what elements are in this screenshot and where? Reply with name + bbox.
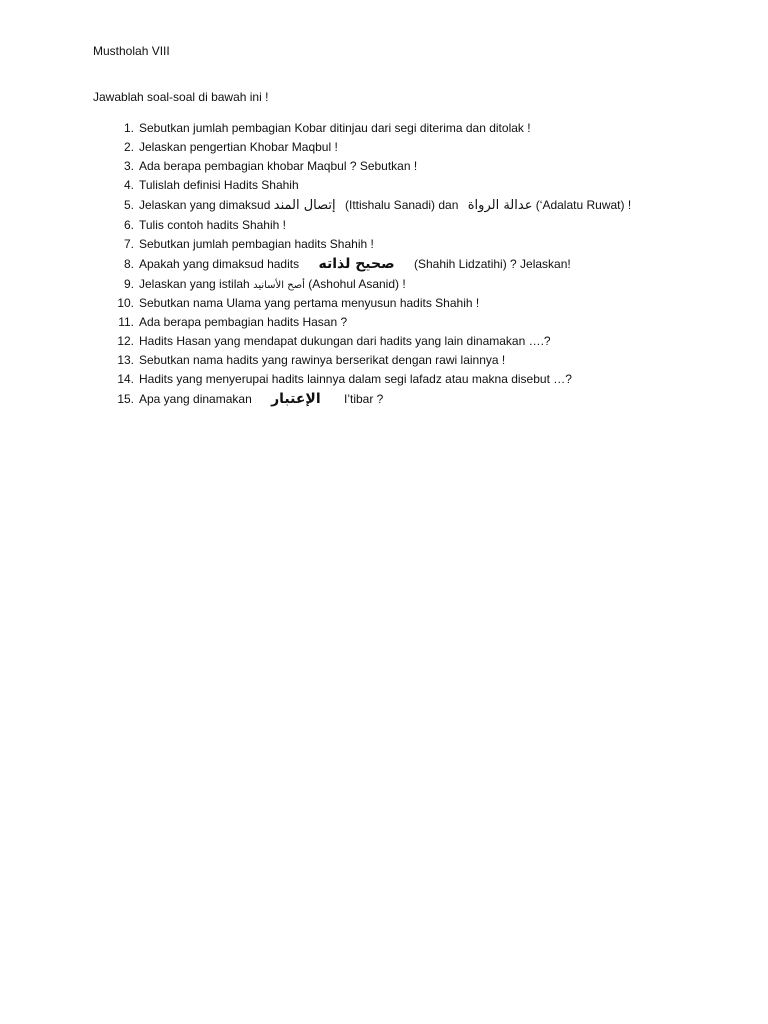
question-number: 8. [123,257,134,271]
question-text: Ada berapa pembagian hadits Hasan ? [139,315,348,329]
question-list [108,119,728,410]
question-number: 3. [123,159,134,173]
question-number: 15. [117,392,134,406]
question-number: 1. [123,121,134,135]
question-text: Jelaskan pengertian Khobar Maqbul ! [139,140,338,154]
question-item-4 [108,176,728,195]
question-text: Hadits yang menyerupai hadits lainnya dalam segi lafadz atau makna disebut …? [139,372,572,386]
question-number: 4. [123,178,134,192]
question-number: 13. [117,353,134,367]
question-text: Ada berapa pembagian khobar Maqbul ? Sebutkan ! [139,159,418,173]
question-item-2 [108,138,728,157]
question-item-7 [108,235,728,254]
question-text-before: Apakah yang dimaksud hadits [139,257,300,271]
question-text: Sebutkan jumlah pembagian Kobar ditinjau dari segi diterima dan ditolak ! [139,121,531,135]
question-text-before: Jelaskan yang dimaksud [139,198,271,212]
arabic-term-itibar: الإعتبار [271,391,321,407]
question-text-after: I’tibar ? [343,392,384,406]
question-number: 5. [123,198,134,212]
question-item-8 [108,254,728,275]
question-item-15 [108,389,728,410]
arabic-term-adalatu-ruwat: عدالة الرواة [467,198,533,213]
question-text [139,389,383,410]
question-text-after: (‘Adalatu Ruwat) ! [535,198,632,212]
question-text-before: Apa yang dinamakan [139,392,252,406]
question-item-6 [108,216,728,235]
instruction-text: Jawablah soal-soal di bawah ini ! [93,90,269,104]
arabic-term-ashohul-asanid: أصح الأسانيد [253,280,305,291]
question-item-9 [108,275,728,294]
question-number: 2. [123,140,134,154]
question-number: 14. [117,372,134,386]
question-number: 11. [118,315,134,329]
question-text: Tulislah definisi Hadits Shahih [139,178,299,192]
question-text: Sebutkan nama hadits yang rawinya berserikat dengan rawi lainnya ! [139,353,506,367]
question-item-3 [108,157,728,176]
question-item-1 [108,119,728,138]
question-text [139,275,406,295]
question-text: Tulis contoh hadits Shahih ! [139,218,286,232]
question-item-14 [108,370,728,389]
question-item-5 [108,195,728,216]
question-text: Hadits Hasan yang mendapat dukungan dari hadits yang lain dinamakan ….? [139,334,551,348]
question-text-middle: (Ittishalu Sanadi) dan [345,198,459,212]
question-text-after: (Shahih Lidzatihi) ? Jelaskan! [413,257,571,271]
question-text: Sebutkan nama Ulama yang pertama menyusun hadits Shahih ! [139,296,480,310]
question-text-before: Jelaskan yang istilah [139,277,250,291]
question-text [139,195,631,216]
question-item-10 [108,294,728,313]
question-number: 12. [117,334,134,348]
question-text: Sebutkan jumlah pembagian hadits Shahih ! [139,237,374,251]
question-number: 6. [123,218,134,232]
question-number: 7. [123,237,134,251]
arabic-term-ittishalu-sanadi: إتصال المند [273,198,336,213]
question-item-12 [108,332,728,351]
question-number: 9. [123,277,134,291]
question-item-13 [108,351,728,370]
arabic-term-shahih-lidzatihi: صحيح لذاته [318,256,395,272]
question-number: 10. [117,296,134,310]
question-item-11 [108,313,728,332]
document-title: Mustholah VIII [93,44,170,58]
question-text-after: (Ashohul Asanid) ! [308,277,406,291]
question-text [139,254,571,275]
